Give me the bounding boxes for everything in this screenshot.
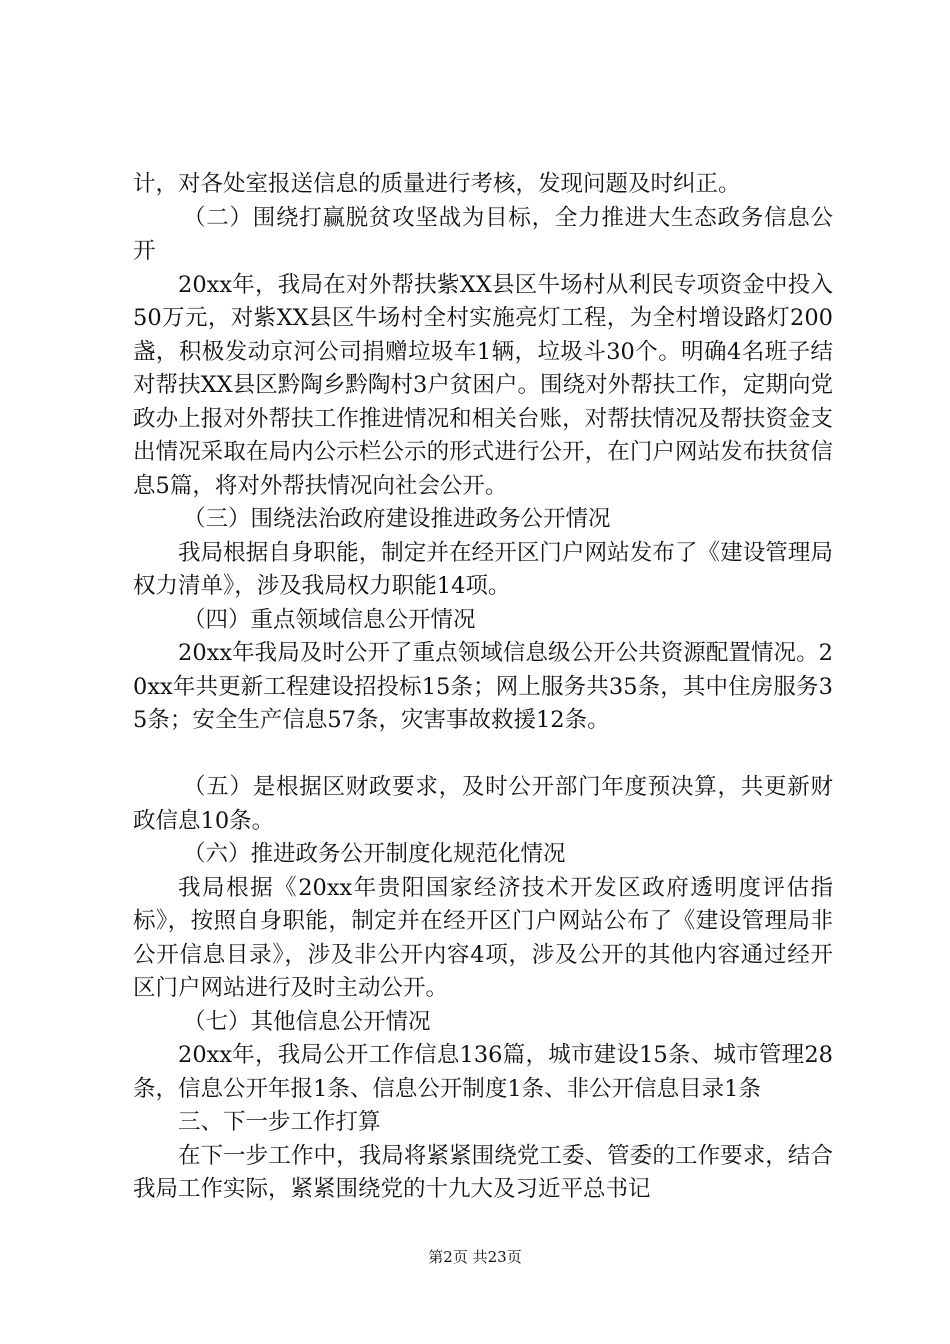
section-heading-5: （五）是根据区财政要求，及时公开部门年度预决算，共更新财政信息10条。 bbox=[133, 774, 833, 834]
paragraph-next-steps: 在下一步工作中，我局将紧紧围绕党工委、管委的工作要求，结合我局工作实际，紧紧围绕党的十九大及习近平总书记 bbox=[133, 1142, 833, 1202]
paragraph-key-areas: 20xx年我局及时公开了重点领域信息级公开公共资源配置情况。20xx年共更新工程建设招投标15条；网上服务共35条，其中住房服务35条；安全生产信息57条，灾害事故救援12条。 bbox=[133, 640, 833, 733]
section-heading-7: （七）其他信息公开情况 bbox=[183, 1008, 431, 1035]
section-heading-2: （二）围绕打赢脱贫攻坚战为目标，全力推进大生态政务信息公开 bbox=[133, 204, 833, 264]
paragraph-power-list: 我局根据自身职能，制定并在经开区门户网站发布了《建设管理局权力清单》，涉及我局权力职能14项。 bbox=[133, 539, 833, 599]
paragraph-transparency: 我局根据《20xx年贵阳国家经济技术开发区政府透明度评估指标》，按照自身职能，制定并在经开区门户网站公布了《建设管理局非公开信息目录》，涉及非公开内容4项，涉及公开的其他内容通过经开区门户网站进行及时主动公开。 bbox=[133, 874, 833, 1001]
document-page bbox=[133, 168, 833, 1207]
section-heading-next-steps: 三、下一步工作打算 bbox=[178, 1109, 381, 1135]
page-footer bbox=[0, 1247, 950, 1267]
page-indicator: 第2页 共23页 bbox=[428, 1248, 522, 1266]
section-heading-4: （四）重点领域信息公开情况 bbox=[183, 606, 476, 633]
paragraph-gap bbox=[133, 738, 833, 772]
paragraph-other-info: 20xx年，我局公开工作信息136篇，城市建设15条、城市管理28条，信息公开年报1条、信息公开制度1条、非公开信息目录1条 bbox=[133, 1042, 833, 1102]
paragraph-poverty-aid: 20xx年，我局在对外帮扶紫XX县区牛场村从利民专项资金中投入50万元，对紫XX县区牛场村全村实施亮灯工程，为全村增设路灯200盏，积极发动京河公司捐赠垃圾车1辆，垃圾斗30个。明确4名班子结对帮扶XX县区黔陶乡黔陶村3户贫困户。围绕对外帮扶工作，定期向党政办上报对外帮扶工作推进情况和相关台账，对帮扶情况及帮扶资金支出情况采取在局内公示栏公示的形式进行公开，在门户网站发布扶贫信息5篇，将对外帮扶情况向社会公开。 bbox=[133, 271, 833, 499]
section-heading-6: （六）推进政务公开制度化规范化情况 bbox=[183, 841, 566, 867]
paragraph-continuation: 计，对各处室报送信息的质量进行考核，发现问题及时纠正。 bbox=[133, 171, 741, 197]
section-heading-3: （三）围绕法治政府建设推进政务公开情况 bbox=[183, 506, 611, 532]
